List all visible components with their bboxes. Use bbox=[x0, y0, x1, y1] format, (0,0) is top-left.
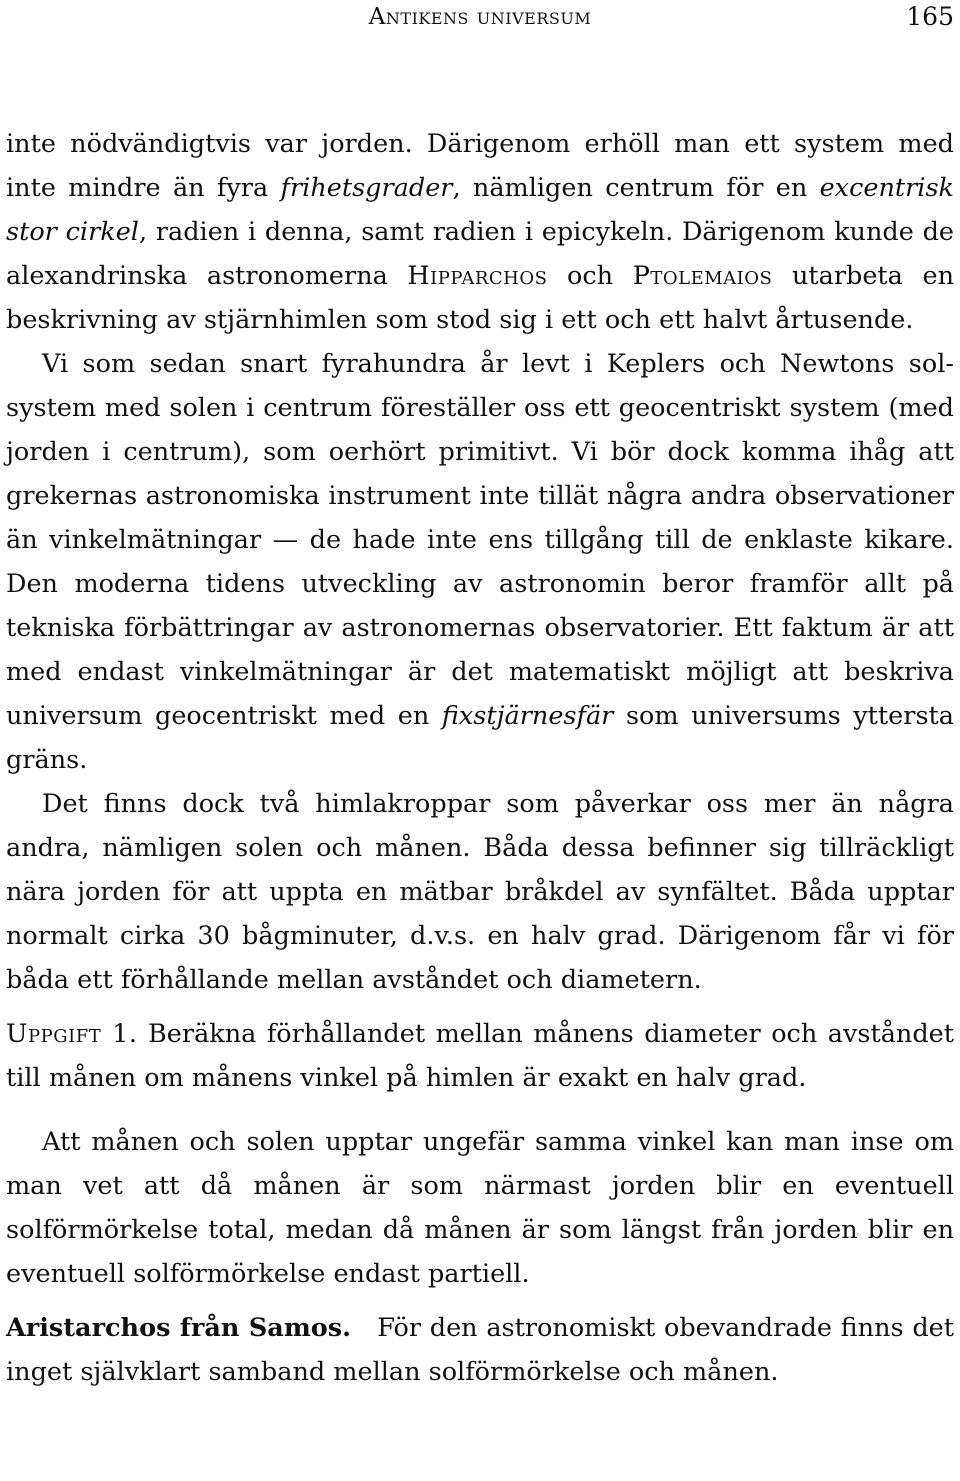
emphasis-term: excentrisk stor cirkel bbox=[6, 173, 954, 247]
section-text: För den astronomiskt obevandrade finns det inget självklart samband mellan solförmörkelse och månen. bbox=[6, 1313, 954, 1387]
emphasis-term: fixstjärnesfär bbox=[441, 701, 614, 731]
exercise-1 bbox=[6, 1012, 954, 1100]
paragraph-2 bbox=[6, 342, 954, 782]
emphasis-term: frihetsgrader bbox=[280, 173, 453, 203]
exercise-text: Beräkna förhållandet mellan månens diameter och avståndet till månen om månens vinkel på himlen är exakt en halv grad. bbox=[6, 1019, 954, 1093]
running-head bbox=[6, 0, 954, 44]
paragraph-3: Det finns dock två himlakroppar som påverkar oss mer än några andra, nämligen solen och månen. Båda dessa befinner sig tillräckligt nära jorden för att uppta en mätbar bråkdel av synfältet. Båda upptar normalt cirka 30 bågminuter, d.v.s. en halv grad. Därigenom får vi för båda ett förhållande mellan avståndet och diametern. bbox=[6, 789, 954, 995]
exercise-label: Uppgift 1. bbox=[6, 1019, 138, 1049]
text-run: inte nödvändigtvis var jorden. Därigenom erhöll man ett system med inte mindre än fyra bbox=[6, 129, 954, 203]
page-number: 165 bbox=[906, 2, 954, 31]
text-run: som universums yttersta gräns. bbox=[6, 701, 954, 775]
page-body bbox=[6, 122, 954, 1394]
spacer bbox=[6, 1002, 954, 1012]
text-run: Vi som sedan snart fyrahundra år levt i Keplers och Newtons solsystem med solen i centrum föreställer oss ett geocentriskt system (med jorden i centrum), som oerhört primitivt. Vi bör dock komma ihåg att grekernas astronomiska instrument inte tillät några andra observationer än vinkelmätningar — de hade inte ens tillgång till de enklaste kikare. Den moderna tidens utveckling av astronomin beror framför allt på tekniska förbättringar av astronomernas observatorier. Ett faktum är att med endast vinkelmätningar är det matematiskt möjligt att beskriva universum geocentriskt med en bbox=[6, 349, 954, 731]
text-run: utarbeta en beskrivning av stjärnhimlen som stod sig i ett och ett halvt årtusende. bbox=[6, 261, 954, 335]
running-title: Antikens universum bbox=[368, 4, 592, 30]
person-name: Hipparchos bbox=[407, 261, 548, 291]
person-name: Ptolemaios bbox=[632, 261, 773, 291]
paragraph-4: Att månen och solen upptar ungefär samma vinkel kan man inse om man vet att då månen är som närmast jorden blir en eventuell solförmörkelse total, medan då månen är som längst från jorden blir en eventuell solförmörkelse endast partiell. bbox=[6, 1127, 954, 1289]
spacer bbox=[6, 1296, 954, 1306]
section-heading: Aristarchos från Samos. bbox=[6, 1313, 352, 1343]
paragraph-1 bbox=[6, 122, 954, 342]
section-paragraph bbox=[6, 1306, 954, 1394]
text-run: , radien i denna, samt radien i epicykeln. Därigenom kunde de alexandrinska astronomerna bbox=[6, 217, 954, 291]
spacer bbox=[6, 1100, 954, 1120]
text-run: och bbox=[547, 261, 633, 291]
text-run: , nämligen centrum för en bbox=[452, 173, 820, 203]
